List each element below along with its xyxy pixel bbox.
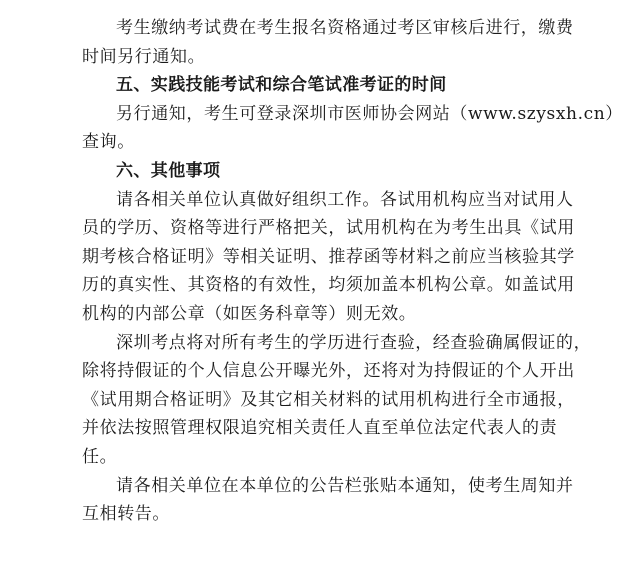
paragraph-line: 并依法按照管理权限追究相关责任人直至单位法定代表人的责 <box>82 418 558 439</box>
paragraph-line: 员的学历、资格等进行严格把关，试用机构在为考生出具《试用 <box>82 218 575 239</box>
paragraph-line: 请各相关单位认真做好组织工作。各试用机构应当对试用人 <box>116 189 574 210</box>
paragraph-line: 期考核合格证明》等相关证明、推荐函等材料之前应当核验其学 <box>82 246 575 267</box>
paragraph-line: 时间另行通知。 <box>82 46 206 67</box>
paragraph-line: 互相转告。 <box>82 504 170 525</box>
paragraph-line: 深圳考点将对所有考生的学历进行查验，经查验确属假证的， <box>116 332 592 353</box>
paragraph-line: 机构的内部公章（如医务科章等）则无效。 <box>82 303 417 324</box>
paragraph-line: 查询。 <box>82 132 135 153</box>
paragraph-line: 除将持假证的个人信息公开曝光外，还将对为持假证的个人开出 <box>82 361 575 382</box>
paragraph-line: 考生缴纳考试费在考生报名资格通过考区审核后进行，缴费 <box>116 18 574 38</box>
paragraph-line: 《试用期合格证明》及其它相关材料的试用机构进行全市通报， <box>82 389 575 410</box>
paragraph-line: 请各相关单位在本单位的公告栏张贴本通知，使考生周知并 <box>116 475 574 496</box>
section-heading-6: 六、其他事项 <box>116 160 221 181</box>
paragraph-line: 历的真实性、其资格的有效性，均须加盖本机构公章。如盖试用 <box>82 275 575 296</box>
paragraph-line: 任。 <box>82 446 118 467</box>
document-body <box>82 14 623 529</box>
section-heading-5: 五、实践技能考试和综合笔试准考证的时间 <box>116 75 447 96</box>
paragraph-line: 另行通知，考生可登录深圳市医师协会网站（www.szysxh.cn） <box>116 103 623 124</box>
